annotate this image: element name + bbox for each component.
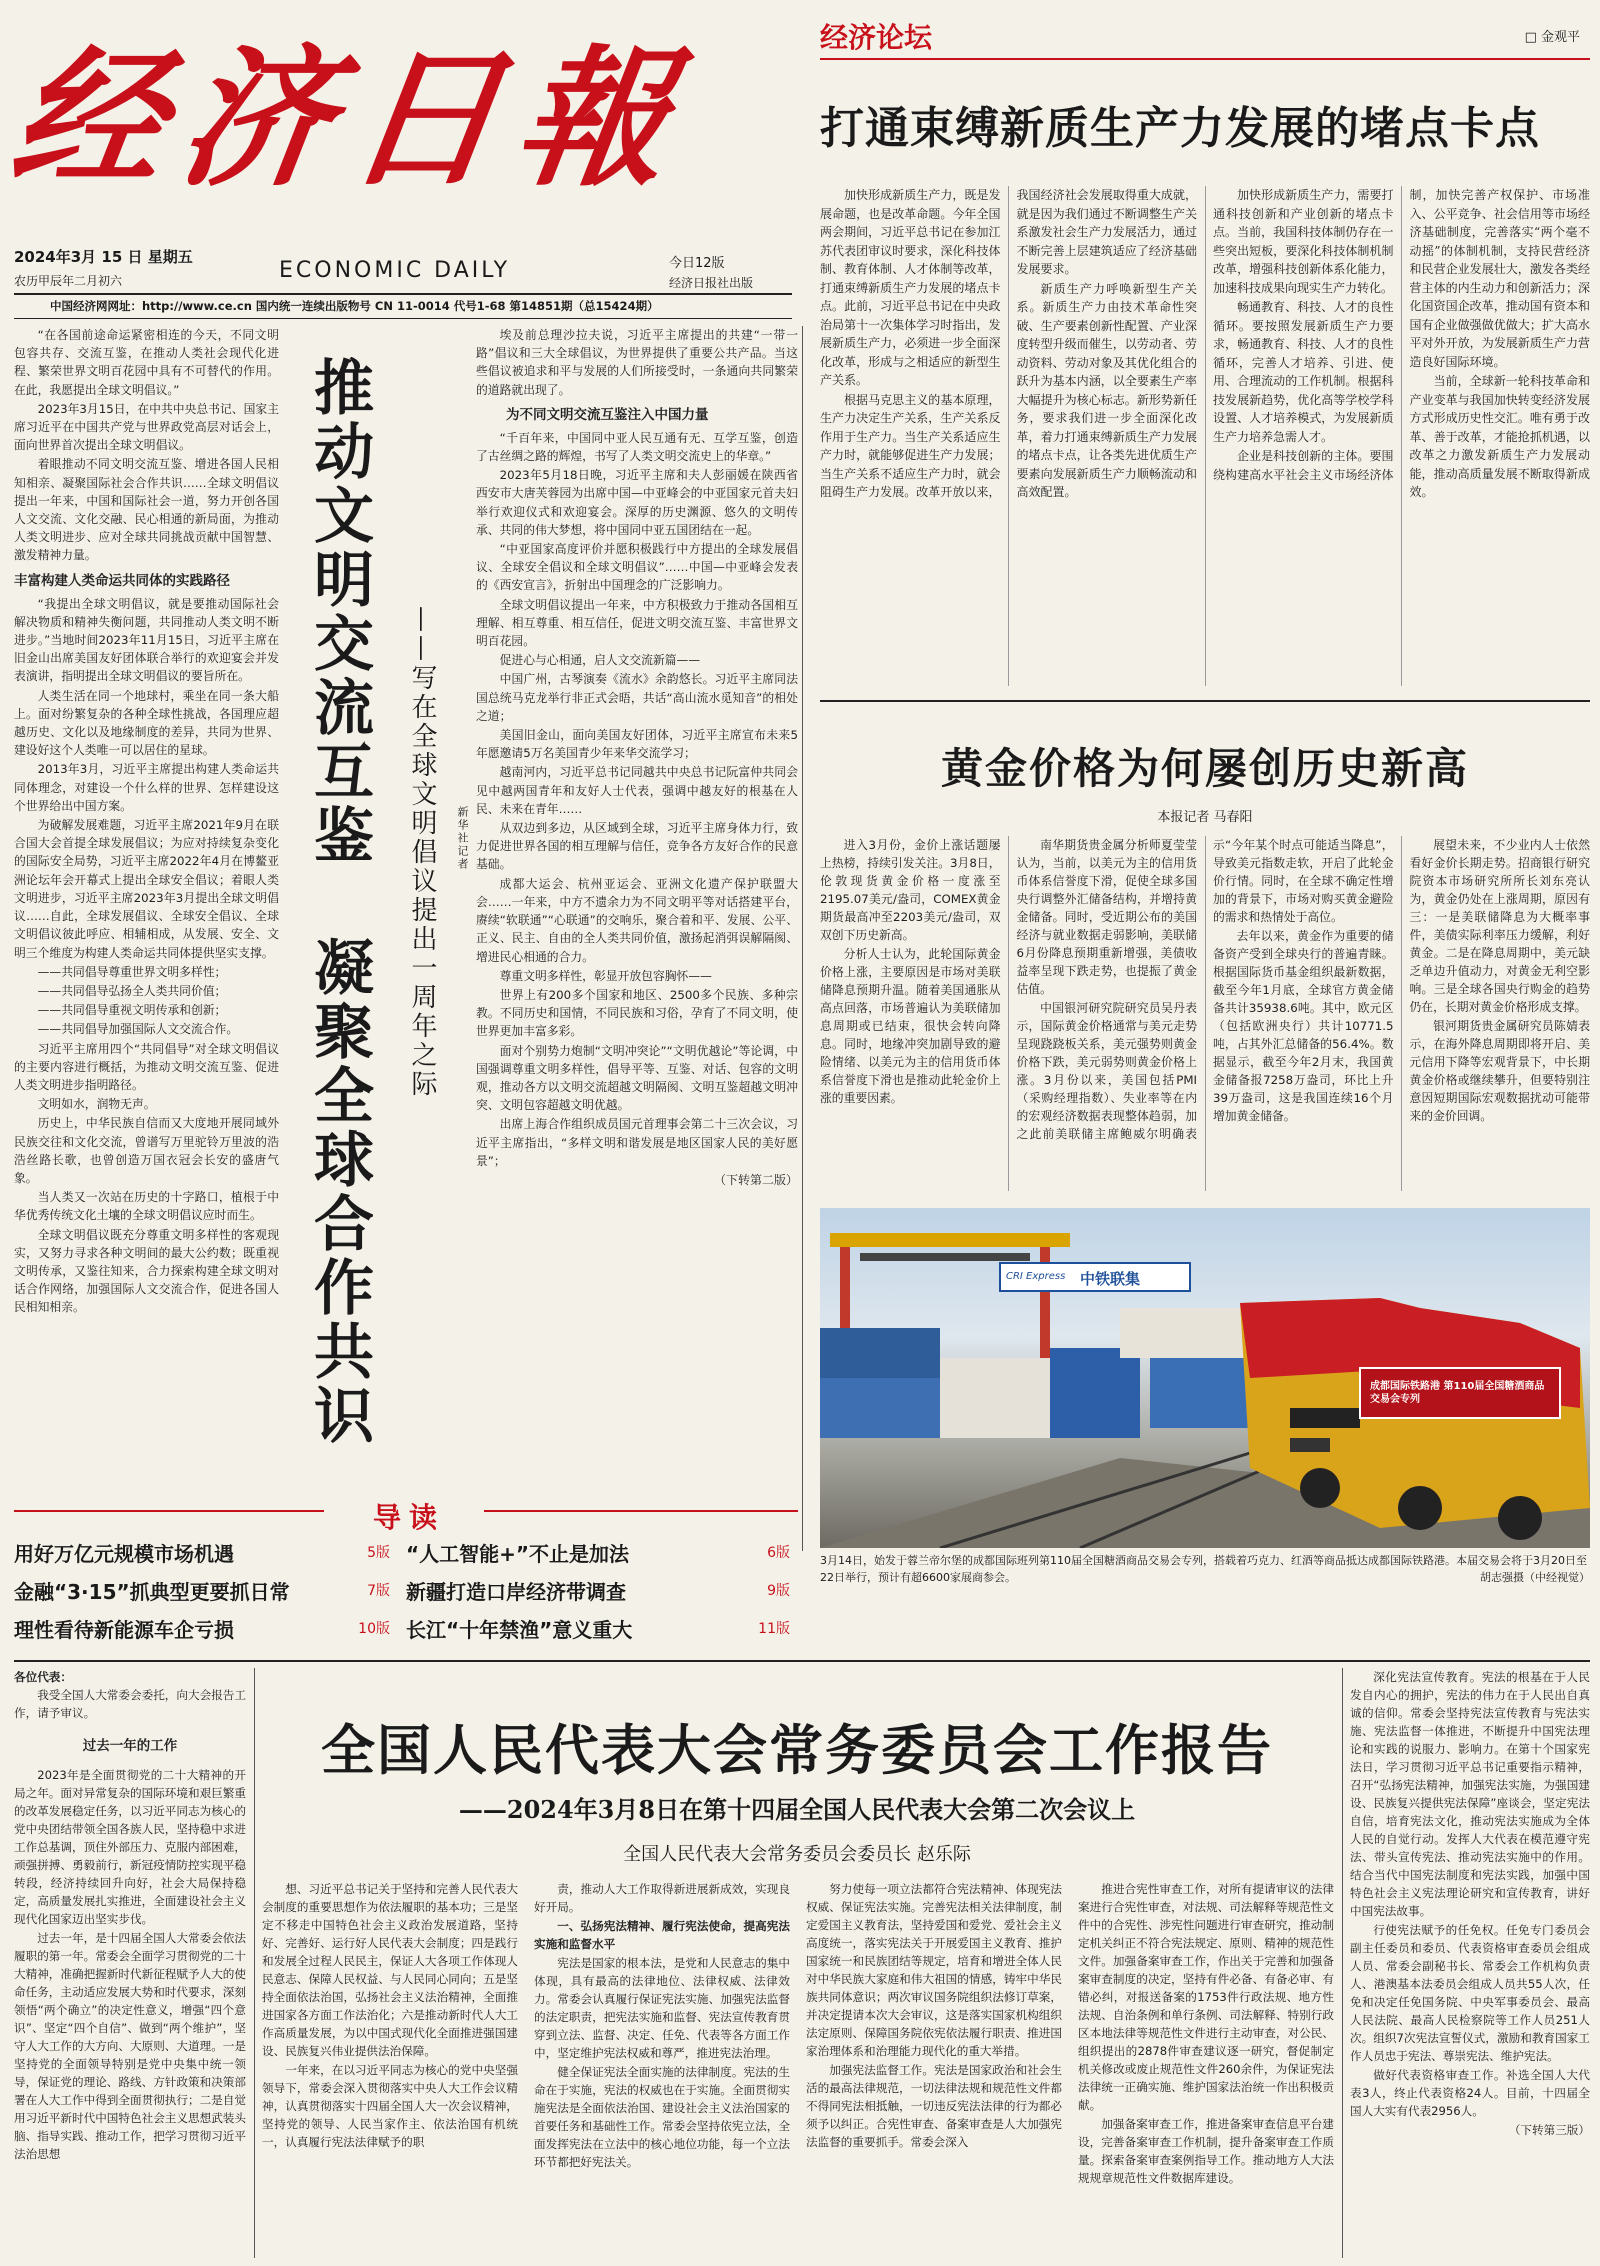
lead-agency: 新华社记者 <box>456 806 469 871</box>
guide-item-text: 新疆打造口岸经济带调查 <box>406 1580 626 1604</box>
report-mid-col1 <box>262 1880 518 2256</box>
masthead-title: 经济日報 <box>1 31 699 207</box>
photo-sign-company: 中铁联集 <box>1080 1270 1141 1288</box>
lead-paragraph: 历史上，中华民族自信而又大度地开展同域外民族交往和文化交流，曾谱写万里驼铃万里波的浩浩丝路长歌，也曾创造万国衣冠会长安的盛唐气象。 <box>14 1116 279 1185</box>
report-paragraph: 做好代表资格审查工作。补选全国人大代表3人，终止代表资格24人。目前，十四届全国人大实有代表2956人。 <box>1350 2068 1590 2118</box>
report-paragraph: 想、习近平总书记关于坚持和完善人民代表大会制度的重要思想作为依法履职的基本功；三是坚定不移走中国特色社会主义政治发展道路，坚持好、完善好、运行好人民代表大会制度；四是践行和发展全过程人民民主，保证人大各项工作体现人民意志、保障人民权益、与人民同心同向；五是坚持全面依法治国，弘扬社会主义法治精神，全面推进国家各方面工作法治化；六是推动新时代人大工作高质量发展，为以中国式现代化全面推进强国建设、民族复兴伟业提供法治保障。 <box>262 1882 518 2058</box>
report-mid-col4 <box>1078 1880 1334 2256</box>
report-paragraph: 一、弘扬宪法精神、履行宪法使命，提高宪法实施和监督水平 <box>534 1919 790 1951</box>
report-continued: （下转第三版） <box>1508 2123 1590 2137</box>
guide-item[interactable] <box>406 1576 798 1608</box>
report-paragraph: 我受全国人大常委会委托，向大会报告工作，请予审议。 <box>14 1688 246 1720</box>
report-paragraph: 深化宪法宣传教育。宪法的根基在于人民发自内心的拥护，宪法的伟力在于人民出自真诚的信仰。常委会坚持宪法宣传教育与宪法实施、宪法监督一体推进，不断提升中国宪法理论和实践的说服力、影响力。在第十个国家宪法日，学习贯彻习近平总书记重要指示精神，召开“弘扬宪法精神，加强宪法实施，为强国建设、民族复兴提供宪法保障”座谈会，坚定宪法自信，培育宪法文化，推动宪法实施成为全体人民的自觉行动。发挥人大代表在模范遵守宪法、带头宣传宪法、推动宪法实施中的作用。结合当代中国宪法制度和宪法实践，加强中国特色社会主义宪法理论研究和宣传教育，讲好中国宪法故事。 <box>1350 1670 1590 1918</box>
lead-paragraph: 促进心与心相通，启人文交流新篇—— <box>499 653 701 668</box>
forum-label: 经济论坛 <box>820 21 933 54</box>
forum-paragraph: 加快形成新质生产力，既是发展命题，也是改革命题。今年全国两会期间，习近平总书记在参加江苏代表团审议时要求，深化科技体制、教育体制、人才体制等改革，打通束缚新质生产力发展的堵点卡点。此前，习近平总书记在中央政治局第十一次集体学习时指出，发展新质生产力，必须进一步全面深化改革，形成与之相适应的新型生产关系。 <box>820 188 1001 387</box>
gold-paragraph: 进入3月份，金价上涨话题屡上热榜，持续引发关注。3月8日，伦敦现货黄金价格一度涨至2195.07美元/盎司，COMEX黄金期货最高冲至2203美元/盎司，双双创下历史新高。 <box>820 838 1001 942</box>
report-paragraph: 宪法是国家的根本法，是党和人民意志的集中体现，具有最高的法律地位、法律权威、法律效力。常委会认真履行保证宪法实施、加强宪法监督的法定职责，把宪法实施和监督、宪法宣传教育贯穿到立法、监督、决定、任免、代表等各方面工作中，坚定维护宪法权威和尊严，推进宪法治理。 <box>534 1956 790 2060</box>
guide-item[interactable] <box>14 1614 398 1646</box>
lead-subheading-2: 为不同文明交流互鉴注入中国力量 <box>506 406 709 423</box>
guide-item-page: 6版 <box>767 1545 790 1561</box>
masthead <box>1 8 804 308</box>
report-paragraph: 责，推动人大工作取得新进展新成效，实现良好开局。 <box>534 1882 790 1914</box>
gold-paragraph: 去年以来，黄金作为重要的储备资产受到全球央行的普遍青睐。根据国际货币基金组织最新数据，截至今年1月底，全球官方黄金储备共计35938.6吨。其中，欧元区（包括欧洲央行）共计10771.5吨，占其外汇总储备的56.4%。数据显示，截至今年2月末，我国黄金储备报7258万盎司，环比上升39万盎司，这是我国连续16个月增加黄金储备。 <box>1213 929 1394 1123</box>
lead-headline <box>299 356 389 1448</box>
lead-paragraph: 从双边到多边，从区域到全球，习近平主席身体力行，致力促进世界各国的相互理解与信任，竞争各方友好合作的民意基础。 <box>476 821 798 872</box>
lead-article <box>14 326 798 1496</box>
lead-paragraph: 2023年3月15日，在中共中央总书记、国家主席习近平在中国共产党与世界政党高层对话会上，面向世界首次提出全球文明倡议。 <box>14 401 279 453</box>
lead-paragraph: 出席上海合作组织成员国元首理事会第二十三次会议，习近平主席指出，“多样文明和谐发展是地区国家人民的美好愿景”； <box>476 1117 798 1168</box>
photo-credit: 胡志强摄（中经视觉） <box>1480 1571 1590 1584</box>
report-mid-col2 <box>534 1880 790 2256</box>
lead-paragraph: 世界上有200多个国家和地区、2500多个民族、多种宗教。不同历史和国情，不同民族和习俗，孕育了不同文明，使世界更加丰富多彩。 <box>476 987 798 1039</box>
lead-paragraph: 尊重文明多样性，彰显开放包容胸怀—— <box>499 968 712 983</box>
lead-paragraph: 成都大运会、杭州亚运会、亚洲文化遗产保护联盟大会……一年来，中方不遗余力为不同文明平等对话搭建平台，赓续“软联通”“心联通”的交响乐，聚合着和平、发展、公平、正义、民主、自由的全人类共同价值，激扬起消弭误解隔阂、增进民心相通的合力。 <box>476 876 798 964</box>
guide-item-text: “人工智能+”不止是加法 <box>406 1542 630 1566</box>
report-mid-col3 <box>806 1880 1062 2256</box>
train-photo <box>820 1208 1590 1548</box>
guide-item-text: 长江“十年禁渔”意义重大 <box>406 1618 633 1642</box>
report-paragraph: 努力使每一项立法都符合宪法精神、体现宪法权威、保证宪法实施。完善宪法相关法律制度，制定爱国主义教育法，坚持爱国和爱党、爱社会主义高度统一，落实宪法关于开展爱国主义教育、推护国家统一和民族团结等规定，培育和增进全体人民对中华民族大家庭和伟大祖国的情感，铸牢中华民族共同体意识；两次审议国务院组织法修订草案，并决定提请本次大会审议，这是落实国家机构组织法定原则、保障国务院依宪依法履行职责、推进国家治理体系和治理能力现代化的重大举措。 <box>806 1882 1062 2058</box>
lead-continued: （下转第二版） <box>713 1172 798 1187</box>
report-paragraph: 健全保证宪法全面实施的法律制度。宪法的生命在于实施，宪法的权威也在于实施。全面贯彻实施宪法是全面依法治国、建设社会主义法治国家的首要任务和基础性工作。常委会坚持依宪立法，全面发挥宪法在立法中的核心地位功能，每一个立法环节都把好宪法关。 <box>534 2065 790 2169</box>
guide-item[interactable] <box>406 1538 798 1570</box>
photo-caption-text: 3月14日，始发于蓉兰帝尔堡的成都国际班列第110届全国糖酒商品交易会专列，搭载着巧克力、红酒等商品抵达成都国际铁路港。本届交易会将于3月20日至22日举行，预计有超6600家展商参会。 <box>820 1554 1587 1584</box>
gold-paragraph: 中国银河研究院研究员吴丹表示，国际黄金价格通常与美元走势呈现跷跷板关系，美元强势则黄金价格下跌，美元弱势则黄金价格上涨。3月份以来，美国包括PMI（采购经理指数）、失业率等在内的宏观经济数据表现整体趋弱，加之此前美联储主席鲍威尔明确表示“今年某个时点可能适当降息”，导致美元指数走软，开启了此轮金价行情。同时，在全球不确定性增加的背景下，市场对购买黄金避险的需求和热情处于高位。 <box>1016 838 1394 1141</box>
report-title: 全国人民代表大会常务委员会工作报告 <box>321 1718 1273 1782</box>
gold-paragraph: 展望未来，不少业内人士依然看好金价长期走势。招商银行研究院资本市场研究所所长刘东亮认为，黄金仍处在上涨周期，原因有三：一是美联储降息为大概率事件，美债实际利率压力缓解，利好黄金。二是在降息周期中，美元缺乏单边升值动力，对黄金无利空影响。三是全球各国央行购金的趋势仍在，长期对黄金价格形成支撑。 <box>1409 838 1590 1014</box>
guide-item-page: 5版 <box>367 1545 390 1561</box>
lead-col2 <box>476 326 798 1491</box>
lead-paragraph: 2023年5月18日晚，习近平主席和夫人彭丽媛在陕西省西安市大唐芙蓉园为出席中国—中亚峰会的中亚国家元首夫妇举行欢迎仪式和欢迎宴会。深厚的历史渊源、悠久的文明传承、共同的伟大梦想，将中国同中亚五国团结在一起。 <box>476 468 798 537</box>
forum-paragraph: 当前，全球新一轮科技革命和产业变革与我国加快转变经济发展方式形成历史性交汇。唯有勇于改革、善于改革，才能抢抓机遇，以改革之力激发新质生产力发展动能，推动高质量发展不断取得新成效。 <box>1409 374 1590 499</box>
guide-box <box>14 1496 798 1656</box>
gold-title: 黄金价格为何屡创历史新高 <box>940 744 1469 793</box>
report-paragraph: 加强宪法监督工作。宪法是国家政治和社会生活的最高法律规范，一切法律法规和规范性文件都不得同宪法相抵触，一切违反宪法法律的行为都必须予以纠正。合宪性审查、备案审查是人大加强宪法监督的重要抓手。常委会深入 <box>806 2063 1062 2149</box>
gold-byline: 本报记者 马春阳 <box>1157 810 1253 825</box>
guide-item[interactable] <box>406 1614 798 1646</box>
gold-paragraph: 分析人士认为，此轮国际黄金价格上涨，主要原因是市场对美联储降息预期升温。随着美国通胀从高点回落，市场普遍认为美联储加息周期或已结束，很快会转向降息。同时，地缘冲突加剧导致的避险情绪、以美元为主的信用货币体系信誉度下滑也是推动此轮金价上涨的重要因素。 <box>820 947 1001 1105</box>
gold-paragraph: 银河期货贵金属研究员陈婧表示，在海外降息周期即将开启、美元信用下降等宏观背景下，中长期黄金价格或继续攀升，但要特别注意因短期国际宏观数据扰动可能带来的金价回调。 <box>1409 1019 1590 1123</box>
lead-paragraph: “在各国前途命运紧密相连的今天，不同文明包容共存、交流互鉴，在推动人类社会现代化进程、繁荣世界文明百花园中具有不可替代的作用。在此，我愿提出全球文明倡议。” <box>14 328 279 397</box>
photo-banner: 成都国际铁路港 第110届全国糖酒商品交易会专列 <box>1370 1381 1545 1405</box>
lead-paragraph: ——共同倡导重视文明传承和创新； <box>37 1003 227 1018</box>
lead-subtitle: ——写在全球文明倡议提出一周年之际 <box>407 606 437 1099</box>
lead-paragraph: 埃及前总理沙拉夫说，习近平主席提出的共建“一带一路”倡议和三大全球倡议，为世界提供了重要公共产品。当这些倡议被追求和平与发展的人们所接受时，一条通向共同繁荣的道路就出现了。 <box>476 328 798 397</box>
pages-count: 今日12版 <box>669 256 725 271</box>
photo-caption <box>820 1552 1590 1588</box>
lead-paragraph: 2013年3月，习近平主席提出构建人类命运共同体理念，对建设一个什么样的世界、怎样建设这个世界给出中国方案。 <box>14 762 279 813</box>
guide-item-text: 理性看待新能源车企亏损 <box>14 1618 234 1642</box>
forum-paragraph: 新质生产力呼唤新型生产关系。新质生产力由技术革命性突破、生产要素创新性配置、产业深度转型升级而催生，以劳动者、劳动资料、劳动对象及其优化组合的跃升为基本内涵，以全要素生产率大幅提升为核心标志。新形势新任务，要求我们进一步全面深化改革，着力打通束缚新质生产力发展的堵点卡点，让各类先进优质生产要素向发展新质生产力顺畅流动和高效配置。 <box>1016 281 1197 499</box>
lead-paragraph: 当人类又一次站在历史的十字路口，植根于中华优秀传统文化土壤的全球文明倡议应时而生。 <box>14 1190 279 1223</box>
lead-col1 <box>14 326 279 1491</box>
guide-item-page: 9版 <box>767 1583 790 1599</box>
lead-paragraph: 习近平主席用四个“共同倡导”对全球文明倡议的主要内容进行概括，为推动文明交流互鉴、促进人类文明进步指明路径。 <box>14 1041 279 1092</box>
guide-item-page: 11版 <box>758 1621 790 1637</box>
report-section <box>14 1668 1590 2258</box>
forum-author: □ 金观平 <box>1524 30 1580 45</box>
lead-paragraph: ——共同倡导尊重世界文明多样性； <box>37 964 227 979</box>
gold-body <box>820 836 1590 1191</box>
lead-paragraph: 中国广州，古琴演奏《流水》余韵悠长。习近平主席同法国总统马克龙举行非正式会晤，共话“高山流水觅知音”的相处之道； <box>476 672 798 723</box>
forum-title: 打通束缚新质生产力发展的堵点卡点 <box>820 103 1540 154</box>
report-right-col <box>1350 1668 1590 2258</box>
gold-article <box>820 706 1590 1201</box>
report-paragraph: 过去一年，是十四届全国人大常委会依法履职的第一年。常委会全面学习贯彻党的二十大精神，准确把握新时代新征程赋予人大的使命任务，主动适应发展大势和时代要求，深刻领悟“两个确立”的决定性意义，增强“四个意识”、坚定“四个自信”、做到“两个维护”，坚守人大工作的大方向、大原则、大道理。一是坚持党的全面领导特别是党中央集中统一领导，保证党的理论、路线、方针政策和决策部署在人大工作中得到全面贯彻执行；二是自觉用习近平新时代中国特色社会主义思想武装头脑、指导实践、推动工作，把学习贯彻习近平法治思想 <box>14 1931 246 2161</box>
lead-paragraph: 文明如水，润物无声。 <box>37 1097 156 1112</box>
report-paragraph: 一年来，在以习近平同志为核心的党中央坚强领导下，常委会深入贯彻落实中央人大工作会议精神，认真贯彻落实十四届全国人大一次会议精神，坚持党的领导、人民当家作主、依法治国有机统一，认真履行宪法法律赋予的职 <box>262 2063 518 2149</box>
report-paragraph: 推进合宪性审查工作，对所有提请审议的法律案进行合宪性审查，对法规、司法解释等规范性文件中的合宪性、涉宪性问题进行审查研究，推动制定机关纠正不符合宪法规定、原则、精神的规范性文件。加强备案审查工作，作出关于完善和加强备案审查制度的决定，坚持有件必备、有备必审、有错必纠，对报送备案的1753件行政法规、地方性法规、自治条例和单行条例、司法解释、特别行政区本地法律等规范性文件进行主动审查，对公民、组织提出的2878件审查建议逐一研究，督促制定机关修改或废止规范性文件260余件，为保证宪法法律统一正确实施、维护国家法治统一作出积极贡献。 <box>1078 1882 1334 2112</box>
report-paragraph: 2023年是全面贯彻党的二十大精神的开局之年。面对异常复杂的国际环境和艰巨繁重的改革发展稳定任务，以习近平同志为核心的党中央团结带领全国各族人民，坚持稳中求进工作总基调，顶住外部压力、克服内部困难，顽强拼搏、勇毅前行，新冠疫情防控实现平稳转段，经济持续回升向好，社会大局保持稳定，高质量发展扎实推进，全面建设社会主义现代化国家迈出坚实步伐。 <box>14 1768 246 1926</box>
lead-paragraph: 全球文明倡议既充分尊重文明多样性的客观现实，又努力寻求各种文明间的最大公约数；既重视文明传承，又鉴往知来，合力探索构建全球文明对话合作网络，加强国际人文交流合作，促进各国人民相知相亲。 <box>14 1227 279 1315</box>
lead-paragraph: 美国旧金山，面向美国友好团体，习近平主席宣布未来5年愿邀请5万名美国青少年来华交流学习； <box>476 728 798 761</box>
guide-item-page: 7版 <box>367 1583 390 1599</box>
lead-paragraph: 越南河内，习近平总书记同越共中央总书记阮富仲共同会见中越两国青年和友好人士代表，强调中越友好的根基在人民、未来在青年…… <box>476 765 798 816</box>
report-paragraph: 加强备案审查工作，推进备案审查信息平台建设，完善备案审查工作机制，提升备案审查工作质量。探索备案审查案例指导工作。推动地方人大法规规章规范性文件数据库建设。 <box>1078 2117 1334 2185</box>
report-section-title: 过去一年的工作 <box>82 1738 178 1754</box>
date-line: 2024年3月 15 日 星期五 <box>14 248 193 266</box>
lead-paragraph: “我提出全球文明倡议，就是要推动国际社会解决物质和精神失衡问题，共同推动人类文明不断进步。”当地时间2023年11月15日，习近平主席在旧金山出席美国友好团体联合举行的欢迎宴会并发表演讲，指明提出全球文明倡议的要旨所在。 <box>14 596 279 684</box>
lead-paragraph: ——共同倡导弘扬全人类共同价值； <box>37 983 227 998</box>
report-paragraph: 行使宪法赋予的任免权。任免专门委员会副主任委员和委员、代表资格审查委员会组成人员、常委会副秘书长、常委会工作机构负责人、港澳基本法委员会组成人员共55人次，任免和决定任免国务院、中央军事委员会、最高人民法院、最高人民检察院等工作人员251人次。组织7次宪法宣誓仪式，激励和教育国家工作人员忠于宪法、尊崇宪法、维护宪法。 <box>1350 1923 1590 2063</box>
guide-title: 导读 <box>372 1501 445 1534</box>
guide-item-page: 10版 <box>358 1621 390 1637</box>
lead-paragraph: 面对个别势力炮制“文明冲突论”“文明优越论”等论调，中国强调尊重文明多样性，倡导平等、互鉴、对话、包容的文明观，推动各方以文明交流超越文明隔阂、文明互鉴超越文明冲突、文明包容超越文明优越。 <box>476 1043 798 1113</box>
lead-paragraph: 着眼推动不同文明交流互鉴、增进各国人民相知相亲、凝聚国际社会合作共识……全球文明倡议提出一年来，中国和国际社会一道，努力开创各国人文交流、文化交融、民心相通的新局面，为推动人类文明进步、应对全球共同挑战贡献中国智慧、激发精神力量。 <box>14 457 279 563</box>
lead-subheading-1: 丰富构建人类命运共同体的实践路径 <box>14 572 230 589</box>
forum-body <box>820 186 1590 686</box>
report-left-col <box>14 1668 246 2258</box>
lead-paragraph: “中亚国家高度评价并愿积极践行中方提出的全球发展倡议、全球安全倡议和全球文明倡议”……中国—中亚峰会发表的《西安宣言》，折射出中国理念的广泛影响力。 <box>476 542 798 593</box>
lead-paragraph: 为破解发展难题，习近平主席2021年9月在联合国大会首提全球发展倡议；为应对持续复杂变化的国际安全局势，习近平主席2022年4月在博鳌亚洲论坛年会开幕式上提出全球安全倡议；着眼人类文明进步，习近平主席2023年3月提出全球文明倡议……自此，全球发展倡议、全球安全倡议、全球文明倡议彼此呼应、相辅相成，从发展、安全、文明三个维度为构建人类命运共同体提供坚实支撑。 <box>14 818 279 960</box>
lunar-date: 农历甲辰年二月初六 <box>14 274 123 288</box>
train-illustration <box>820 1208 1590 1548</box>
guide-item[interactable] <box>14 1576 398 1608</box>
lead-paragraph: 人类生活在同一个地球村，乘坐在同一条大船上。面对纷繁复杂的各种全球性挑战，各国理应超越历史、文化以及地缘制度的差异，共同为世界、建设好这个人类唯一可以居住的星球。 <box>14 688 279 758</box>
report-author: 全国人民代表大会常务委员会委员长 赵乐际 <box>623 1844 971 1865</box>
forum-paragraph: 企业是科技创新的主体。要围绕构建高水平社会主义市场经济体制，加快完善产权保护、市场准入、公平竞争、社会信用等市场经济基础制度，完善落实“两个毫不动摇”的体制机制，支持民营经济和民营企业发展壮大，激发各类经营主体的内生动力和创新活力；深化国资国企改革，推动国有资本和国有企业做强做优做大；扩大高水平对外开放，为发展新质生产力营造良好国际环境。 <box>1213 188 1590 482</box>
forum-paragraph: 根据马克思主义的基本原理，生产力决定生产关系，生产关系反作用于生产力。当生产关系适应生产力时，就能够促进生产力发展；当生产关系不适应生产力时，就会阻碍生产力发展。改革开放以来，我国经济社会发展取得重大成就，就是因为我们通过不断调整生产关系激发社会生产力发展活力，通过不断完善上层建筑适应了经济基础发展要求。 <box>820 188 1197 499</box>
guide-item[interactable] <box>14 1538 398 1570</box>
gold-paragraph: 南华期货贵金属分析师夏莹莹认为，当前，以美元为主的信用货币体系信誉度下滑，促使全球多国央行调整外汇储备结构，并增持黄金储备。同时，受近期公布的美国经济与就业数据走弱影响，美联储6月份降息预期重新增强，美债收益率呈现下跌走势，也提振了黄金估值。 <box>1016 838 1197 996</box>
forum-paragraph: 加快形成新质生产力，需要打通科技创新和产业创新的堵点卡点。当前，我国科技体制仍存在一些突出短板，要深化科技体制机制改革，增强科技创新体系化能力，加速科技成果向现实生产力转化。 <box>1213 188 1394 295</box>
info-bar: 中国经济网网址：http://www.ce.cn 国内统一连续出版物号 CN 11-0014 代号1-68 第14851期（总15424期） <box>50 299 659 313</box>
lead-title-1: 推动文明交流互鉴 <box>304 356 374 868</box>
report-salutation: 各位代表： <box>14 1670 72 1684</box>
publisher: 经济日报社出版 <box>669 276 754 290</box>
guide-item-text: 用好万亿元规模市场机遇 <box>14 1542 234 1566</box>
lead-title-2: 凝聚全球合作共识 <box>304 936 374 1448</box>
photo-sign-cargo: CRI Express <box>1006 1271 1066 1282</box>
lead-paragraph: “千百年来，中国同中亚人民互通有无、互学互鉴，创造了古丝绸之路的辉煌，书写了人类文明交流史上的华章。” <box>476 430 798 464</box>
guide-item-text: 金融“3·15”抓典型更要抓日常 <box>14 1580 290 1604</box>
lead-paragraph: ——共同倡导加强国际人文交流合作。 <box>37 1022 239 1037</box>
lead-paragraph: 全球文明倡议提出一年来，中方积极致力于推动各国相互理解、相互尊重、相互信任，促进文明交流互鉴、丰富世界文明百花园。 <box>476 597 798 649</box>
english-title: ECONOMIC DAILY <box>279 258 511 283</box>
forum-paragraph: 畅通教育、科技、人才的良性循环。要按照发展新质生产力要求，畅通教育、科技、人才的良性循环，完善人才培养、引进、使用、合理流动的工作机制。根据科技发展新趋势，优化高等学校学科设置、人才培养模式，为发展新质生产力培养急需人才。 <box>1213 300 1394 444</box>
report-subtitle: ——2024年3月8日在第十四届全国人民代表大会第二次会议上 <box>458 1795 1136 1824</box>
forum-section <box>820 8 1590 698</box>
